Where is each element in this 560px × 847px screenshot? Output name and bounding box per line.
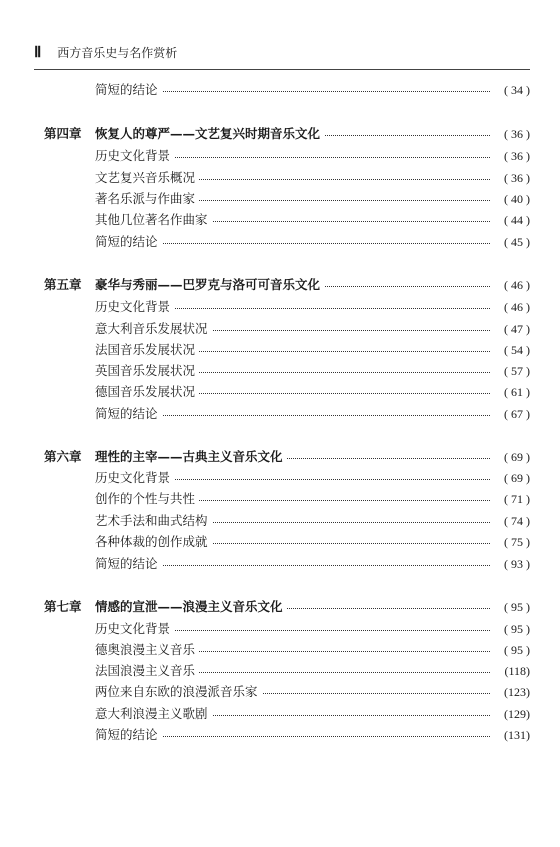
page-number: ( 93 ) <box>492 554 530 574</box>
section-title: 历史文化背景 <box>95 146 174 166</box>
toc-section-row <box>0 146 560 166</box>
section-title: 历史文化背景 <box>95 297 174 317</box>
toc-section-row <box>0 511 560 531</box>
section-title: 著名乐派与作曲家 <box>95 189 199 209</box>
page-number: ( 67 ) <box>492 404 530 424</box>
toc-section-row <box>0 361 560 381</box>
section-title: 简短的结论 <box>95 554 162 574</box>
chapter-title: 恢复人的尊严——文艺复兴时期音乐文化 <box>95 124 324 144</box>
section-title: 文艺复兴音乐概况 <box>95 168 199 188</box>
chapter-number: 第六章 <box>44 449 82 464</box>
toc-section-row <box>0 189 560 209</box>
dot-leader <box>150 630 490 631</box>
dot-leader <box>150 157 490 158</box>
toc-section-row <box>0 682 560 702</box>
dot-leader <box>150 415 490 416</box>
chapter-title: 豪华与秀丽——巴罗克与洛可可音乐文化 <box>95 275 324 295</box>
section-title: 其他几位著名作曲家 <box>95 210 212 230</box>
toc-section-row <box>0 619 560 639</box>
toc-section-row <box>0 704 560 724</box>
dot-leader <box>150 91 490 92</box>
section-title: 简短的结论 <box>95 404 162 424</box>
toc-section-row <box>0 661 560 681</box>
toc-section-row <box>0 297 560 317</box>
dot-leader <box>150 479 490 480</box>
page-number: ( 45 ) <box>492 232 530 252</box>
section-title: 意大利浪漫主义歌剧 <box>95 704 212 724</box>
section-title: 简短的结论 <box>95 725 162 745</box>
chapter-number: 第五章 <box>44 277 82 292</box>
toc-section-row <box>0 319 560 339</box>
dot-leader <box>150 500 490 501</box>
dot-leader <box>150 179 490 180</box>
page-number: ( 34 ) <box>492 80 530 100</box>
toc-section-row <box>0 554 560 574</box>
toc-section-row <box>0 80 560 100</box>
dot-leader <box>150 651 490 652</box>
section-title: 德奥浪漫主义音乐 <box>95 640 199 660</box>
dot-leader <box>150 308 490 309</box>
chapter-title: 情感的宣泄——浪漫主义音乐文化 <box>95 597 287 617</box>
page-number: ( 46 ) <box>492 275 530 295</box>
page-number: ( 46 ) <box>492 297 530 317</box>
page-number: ( 61 ) <box>492 382 530 402</box>
page-number: ( 57 ) <box>492 361 530 381</box>
section-title: 历史文化背景 <box>95 619 174 639</box>
dot-leader <box>150 243 490 244</box>
toc-section-row <box>0 382 560 402</box>
page-number: ( 36 ) <box>492 124 530 144</box>
page-number: ( 47 ) <box>492 319 530 339</box>
page-number: ( 95 ) <box>492 597 530 617</box>
section-title: 意大利音乐发展状况 <box>95 319 212 339</box>
page-number: ( 95 ) <box>492 640 530 660</box>
section-title: 艺术手法和曲式结构 <box>95 511 212 531</box>
page-number: ( 44 ) <box>492 210 530 230</box>
toc-section-row <box>0 640 560 660</box>
page-number: ( 95 ) <box>492 619 530 639</box>
book-title: 西方音乐史与名作赏析 <box>57 46 178 60</box>
page-number-roman: Ⅱ <box>34 45 42 61</box>
dot-leader <box>150 736 490 737</box>
dot-leader <box>150 200 490 201</box>
section-title: 历史文化背景 <box>95 468 174 488</box>
toc-section-row <box>0 532 560 552</box>
chapter-number: 第四章 <box>44 126 82 141</box>
page-number: (131) <box>492 725 530 745</box>
toc-chapter-row <box>0 597 560 617</box>
toc-section-row <box>0 489 560 509</box>
section-title: 创作的个性与共性 <box>95 489 199 509</box>
page-number: (129) <box>492 704 530 724</box>
section-title: 简短的结论 <box>95 80 162 100</box>
page-number: ( 36 ) <box>492 146 530 166</box>
page-number: (118) <box>492 661 530 681</box>
page-number: ( 54 ) <box>492 340 530 360</box>
toc-section-row <box>0 210 560 230</box>
toc-chapter-row <box>0 447 560 467</box>
section-title: 简短的结论 <box>95 232 162 252</box>
toc-chapter-row <box>0 275 560 295</box>
toc-section-row <box>0 725 560 745</box>
section-title: 法国音乐发展状况 <box>95 340 199 360</box>
section-title: 各种体裁的创作成就 <box>95 532 212 552</box>
dot-leader <box>150 351 490 352</box>
toc-section-row <box>0 168 560 188</box>
section-title: 德国音乐发展状况 <box>95 382 199 402</box>
toc-section-row <box>0 468 560 488</box>
section-title: 英国音乐发展状况 <box>95 361 199 381</box>
page-number: ( 36 ) <box>492 168 530 188</box>
dot-leader <box>150 565 490 566</box>
section-title: 两位来自东欧的浪漫派音乐家 <box>95 682 262 702</box>
toc-chapter-row <box>0 124 560 144</box>
toc-section-row <box>0 404 560 424</box>
chapter-title: 理性的主宰——古典主义音乐文化 <box>95 447 287 467</box>
page-number: ( 74 ) <box>492 511 530 531</box>
toc-section-row <box>0 340 560 360</box>
page-number: (123) <box>492 682 530 702</box>
page-number: ( 69 ) <box>492 468 530 488</box>
dot-leader <box>150 672 490 673</box>
page-number: ( 40 ) <box>492 189 530 209</box>
page-number: ( 71 ) <box>492 489 530 509</box>
toc-section-row <box>0 232 560 252</box>
section-title: 法国浪漫主义音乐 <box>95 661 199 681</box>
chapter-number: 第七章 <box>44 599 82 614</box>
dot-leader <box>150 393 490 394</box>
page-number: ( 75 ) <box>492 532 530 552</box>
dot-leader <box>150 372 490 373</box>
page-number: ( 69 ) <box>492 447 530 467</box>
